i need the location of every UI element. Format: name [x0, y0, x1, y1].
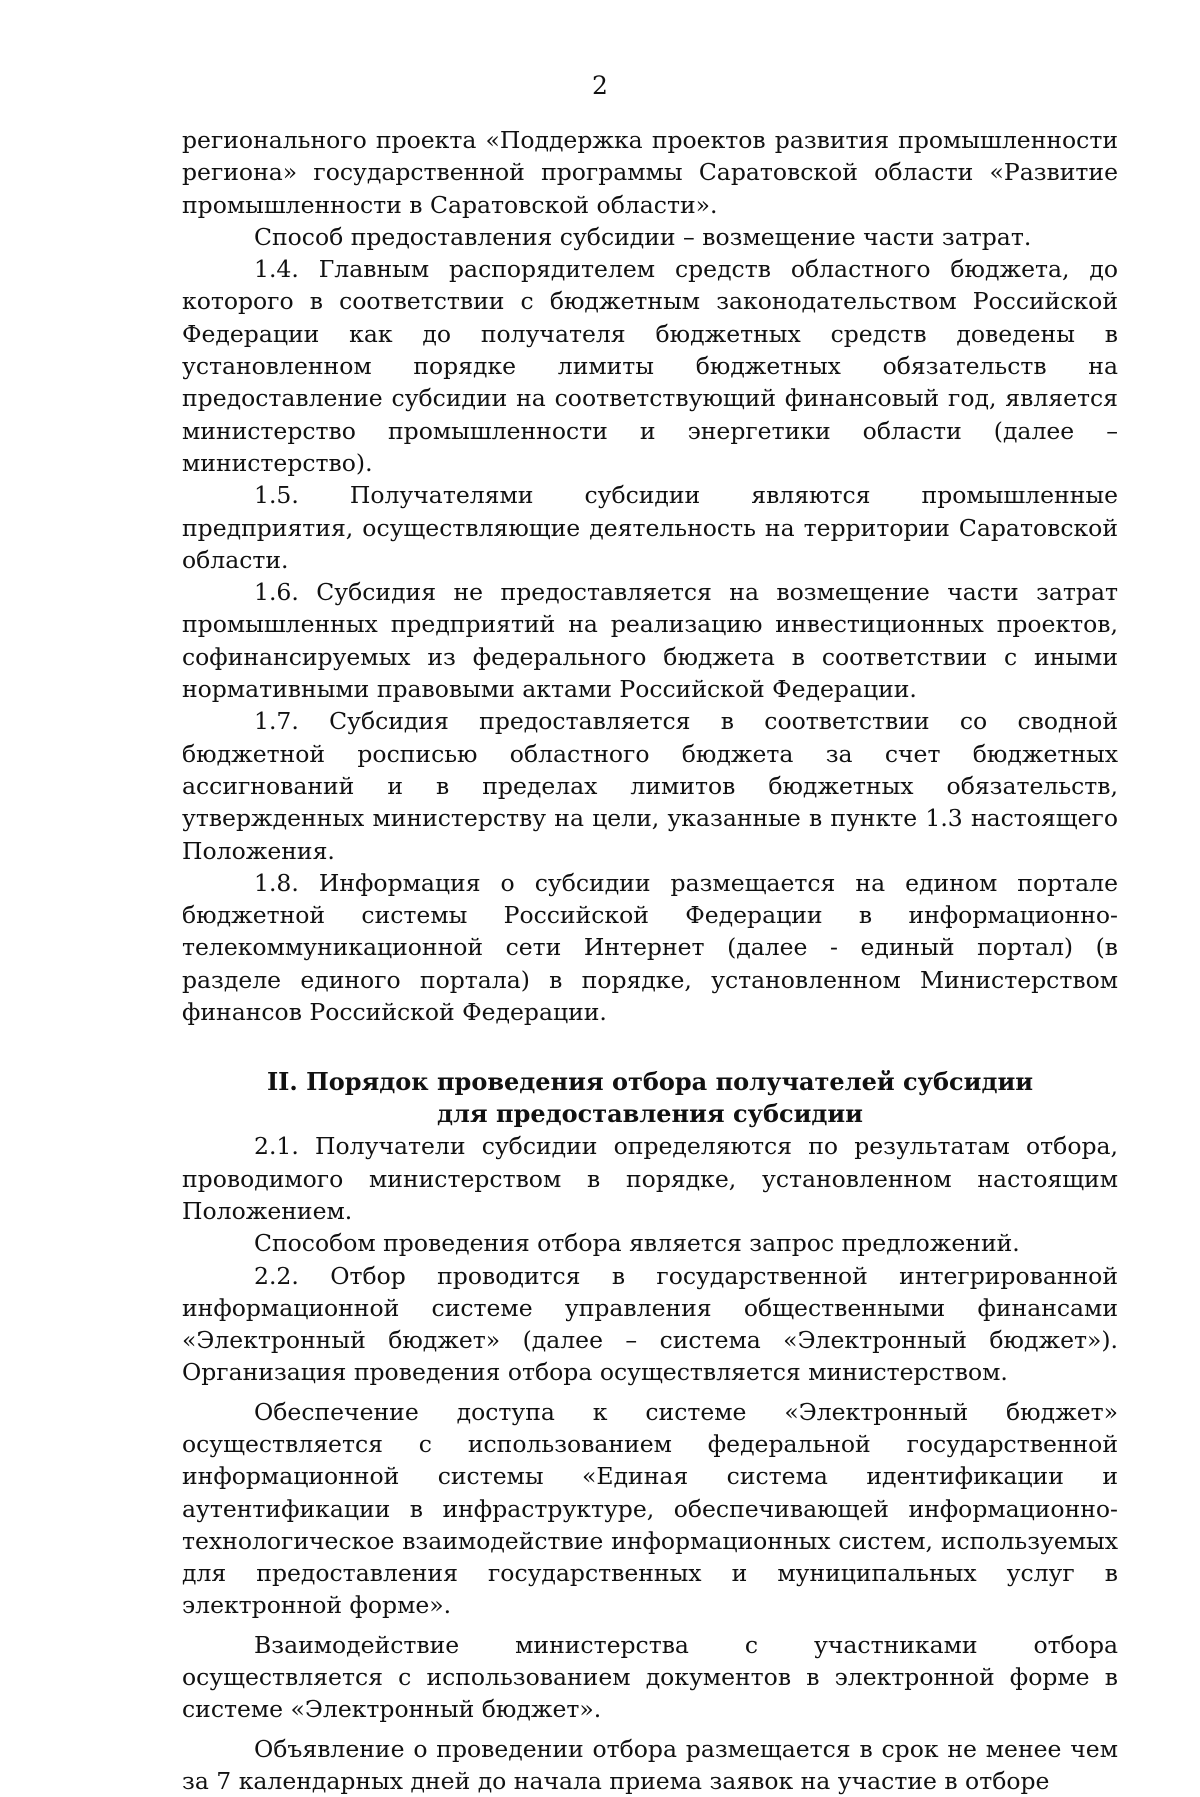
section-heading-line-2: для предоставления субсидии	[437, 1099, 863, 1129]
paragraph: 1.6. Субсидия не предоставляется на возмещение части затрат промышленных предприятий на реализацию инвестиционных проектов, софинансируемых из федерального бюджета в соответствии с иными нормативными правовыми актами Российской Федерации.	[182, 578, 1118, 704]
paragraph: 1.4. Главным распорядителем средств областного бюджета, до которого в соответствии с бюджетным законодательством Российской Федерации как до получателя бюджетных средств доведены в установленном порядке лимиты бюджетных обязательств на предоставление субсидии на соответствующий финансовый год, является министерство промышленности и энергетики области (далее – министерство).	[182, 255, 1118, 477]
paragraph: Объявление о проведении отбора размещается в срок не менее чем за 7 календарных дней до начала приема заявок на участие в отборе	[182, 1734, 1118, 1795]
paragraph: Способом проведения отбора является запрос предложений.	[254, 1229, 1020, 1258]
paragraph: 1.7. Субсидия предоставляется в соответствии со сводной бюджетной росписью областного бюджета за счет бюджетных ассигнований и в пределах лимитов бюджетных обязательств, утвержденных министерству на цели, указанные в пункте 1.3 настоящего Положения.	[182, 707, 1118, 865]
section-heading	[182, 1066, 1118, 1130]
document-body	[182, 124, 1118, 1797]
paragraph: 1.5. Получателями субсидии являются промышленные предприятия, осуществляющие деятельность на территории Саратовской области.	[182, 481, 1118, 574]
paragraph: 2.1. Получатели субсидии определяются по результатам отбора, проводимого министерством в порядке, установленном настоящим Положением.	[182, 1132, 1118, 1225]
paragraph: Обеспечение доступа к системе «Электронный бюджет» осуществляется с использованием федеральной государственной информационной системы «Единая система идентификации и аутентификации в инфраструктуре, обеспечивающей информационно-технологическое взаимодействие информационных систем, используемых для предоставления государственных и муниципальных услуг в электронной форме».	[182, 1397, 1118, 1620]
paragraph: регионального проекта «Поддержка проектов развития промышленности региона» государственной программы Саратовской области «Развитие промышленности в Саратовской области».	[182, 126, 1118, 219]
page-number: 2	[592, 71, 608, 100]
paragraph: 2.2. Отбор проводится в государственной интегрированной информационной системе управления общественными финансами «Электронный бюджет» (далее – система «Электронный бюджет»). Организация проведения отбора осуществляется министерством.	[182, 1261, 1118, 1387]
paragraph: Взаимодействие министерства с участниками отбора осуществляется с использованием документов в электронной форме в системе «Электронный бюджет».	[182, 1630, 1118, 1724]
paragraph: Способ предоставления субсидии – возмещение части затрат.	[254, 222, 1032, 251]
paragraph: 1.8. Информация о субсидии размещается на едином портале бюджетной системы Российской Федерации в информационно-телекоммуникационной сети Интернет (далее - единый портал) (в разделе единого портала) в порядке, установленном Министерством финансов Российской Федерации.	[182, 868, 1118, 1027]
section-heading-line-1: II. Порядок проведения отбора получателей субсидии	[266, 1067, 1034, 1097]
section-one-continuation	[182, 124, 1118, 1028]
